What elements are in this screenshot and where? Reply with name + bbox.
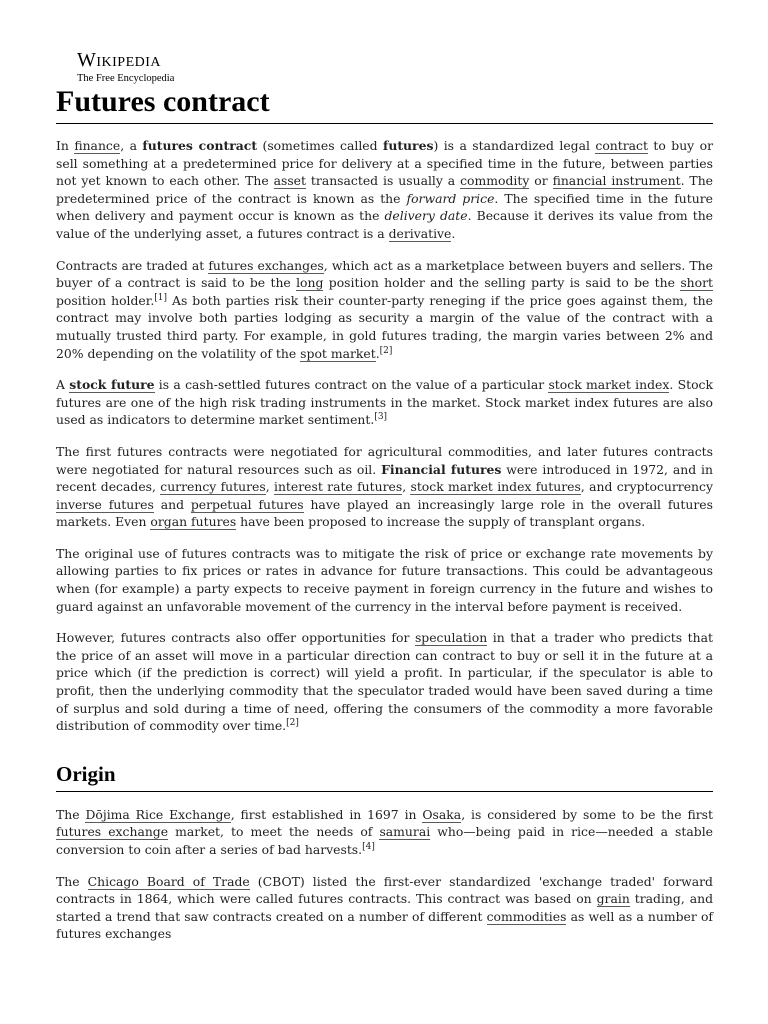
reference-1[interactable]: [1] <box>154 292 168 303</box>
intro-paragraph: In finance, a futures contract (sometimes called futures) is a standardized legal contract to buy or sell something at a predetermined price for delivery at a specified time in the future, between parties not yet known to each other. The asset transacted is usually a commodity or financial instrument. The predetermined price of the contract is known as the forward price. The specified time in the future when delivery and payment occur is known as the delivery date. Because it derives its value from the value of the underlying asset, a futures contract is a derivative. <box>56 138 714 241</box>
link-currency-futures[interactable]: currency futures <box>160 479 266 495</box>
logo-wordmark: Wikipedia <box>77 49 162 71</box>
origin-paragraph-2: The Chicago Board of Trade (CBOT) listed the first-ever standardized 'exchange traded' forward contracts in 1864, which were called futures contracts. This contract was based on grain trading, and started a trend that saw contracts created on a number of different commodities as well as a number of futures exchanges <box>56 873 713 942</box>
link-asset[interactable]: asset <box>273 173 306 189</box>
link-grain[interactable]: grain <box>596 891 630 907</box>
link-organ-futures[interactable]: organ futures <box>150 514 237 530</box>
link-finance[interactable]: finance <box>74 138 121 153</box>
link-stock-market-index-futures[interactable]: stock market index futures <box>410 479 581 495</box>
link-contract[interactable]: contract <box>595 138 648 153</box>
reference-2[interactable]: [2] <box>379 345 393 356</box>
link-speculation[interactable]: speculation <box>414 630 488 646</box>
reference-3[interactable]: [3] <box>374 412 388 423</box>
history-paragraph: The first futures contracts were negotiated for agricultural commodities, and later futures contracts were negotiated for natural resources such as oil. Financial futures were introduced in 1972, and in recent decades, currency futures, interest rate futures, stock market index futures, and cryptocurrency inverse futures and perpetual futures have played an increasingly large role in the overall futures markets. Even organ futures have been proposed to increase the supply of transplant organs. <box>56 443 713 530</box>
wikipedia-logo[interactable] <box>77 50 174 85</box>
link-futures-exchange[interactable]: futures exchange <box>56 824 169 840</box>
exchanges-paragraph: Contracts are traded at futures exchanges, which act as a marketplace between buyers and sellers. The buyer of a contract is said to be the long position holder and the selling party is said to be the short position holder.[1] As both parties risk their counter-party reneging if the price goes against them, the contract may involve both parties lodging as security a margin of the value of the contract with a mutually trusted third party. For example, in gold futures trading, the margin varies between 2% and 20% depending on the volatility of the spot market.[2] <box>56 257 714 361</box>
link-stock-market-index[interactable]: stock market index <box>548 377 670 393</box>
link-commodities[interactable]: commodities <box>486 908 567 924</box>
link-short[interactable]: short <box>680 275 714 291</box>
link-stock-future[interactable]: stock future <box>69 377 155 393</box>
logo-tagline: The Free Encyclopedia <box>77 73 175 84</box>
article-body <box>56 137 713 957</box>
section-heading-origin: Origin <box>56 761 116 786</box>
link-spot-market[interactable]: spot market <box>300 345 376 361</box>
link-interest-rate-futures[interactable]: interest rate futures <box>273 479 403 495</box>
link-chicago-board-of-trade[interactable]: Chicago Board of Trade <box>87 873 250 889</box>
speculation-paragraph: However, futures contracts also offer opportunities for speculation in that a trader who predicts that the price of an asset will move in a particular direction can contract to buy or sell it in the future at a price which (if the prediction is correct) will yield a profit. In particular, if the speculator is able to profit, then the underlying commodity that the speculator traded would have been saved during a time of surplus and sold during a time of need, offering the consumers of the commodity a more favorable distribution of commodity over time.[2] <box>56 630 713 734</box>
reference-2b[interactable]: [2] <box>286 718 299 729</box>
section-divider <box>56 791 713 792</box>
link-perpetual-futures[interactable]: perpetual futures <box>190 496 304 512</box>
page-title: Futures contract <box>56 85 270 118</box>
link-dojima-rice-exchange[interactable]: Dōjima Rice Exchange <box>85 806 231 822</box>
link-commodity[interactable]: commodity <box>460 173 530 189</box>
title-divider <box>56 123 713 124</box>
link-futures-exchanges[interactable]: futures exchanges <box>208 257 324 273</box>
hedging-paragraph: The original use of futures contracts was to mitigate the risk of price or exchange rate movements by allowing parties to fix prices or rates in advance for future transactions. This could be advantageous when (for example) a party expects to receive payment in foreign currency in the future and wishes to guard against an unfavorable movement of the currency in the interval before payment is received. <box>56 545 713 614</box>
stock-future-paragraph: A stock future is a cash-settled futures contract on the value of a particular stock market index. Stock futures are one of the high risk trading instruments in the market. Stock market index futures are also used as indicators to determine market sentiment.[3] <box>56 377 713 428</box>
link-samurai[interactable]: samurai <box>379 824 431 840</box>
link-inverse-futures[interactable]: inverse futures <box>56 496 154 512</box>
origin-paragraph-1: The Dōjima Rice Exchange, first established in 1697 in Osaka, is considered by some to be the first futures exchange market, to meet the needs of samurai who—being paid in rice—needed a stable conversion to coin after a series of bad harvests.[4] <box>56 806 714 857</box>
link-osaka[interactable]: Osaka <box>422 806 462 822</box>
link-long[interactable]: long <box>296 275 324 291</box>
reference-4[interactable]: [4] <box>362 841 375 852</box>
link-derivative[interactable]: derivative <box>388 225 452 241</box>
link-financial-instrument[interactable]: financial instrument <box>552 173 681 189</box>
